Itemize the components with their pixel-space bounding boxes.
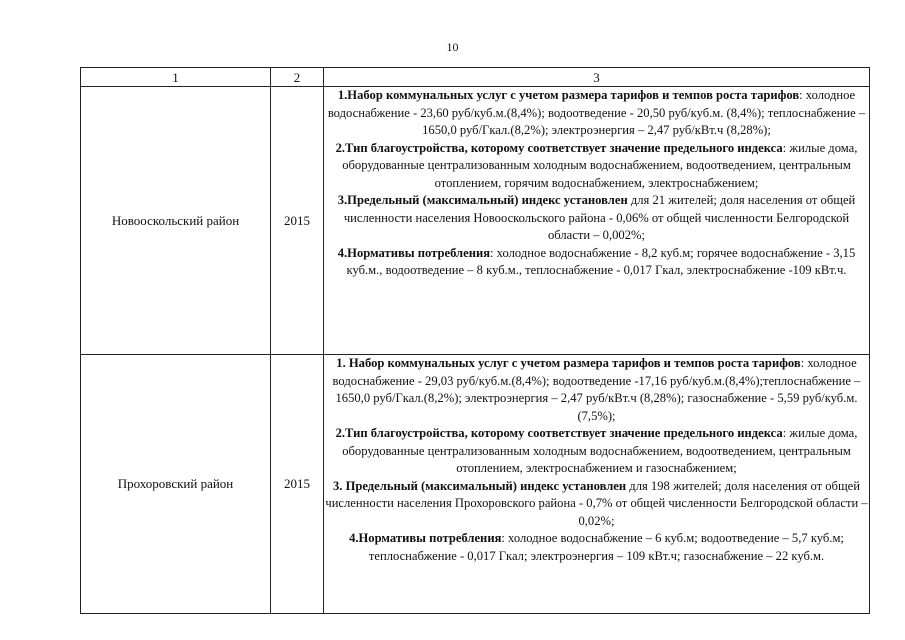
detail-text: для 198 жителей; доля населения от общей численности населения Прохоровского района - 0,7% от общей численности Белгородской области – 0,02%; (325, 478, 868, 528)
detail-paragraph (324, 530, 869, 565)
detail-paragraph (324, 192, 869, 245)
detail-text: : жилые дома, оборудованные централизованным холодным водоснабжением, водоотведением, центральным отоплением, электроснабжением и газоснабжением; (342, 426, 858, 475)
details-cell (324, 87, 870, 355)
detail-paragraph (324, 355, 869, 425)
district-name: Прохоровский район (81, 355, 271, 614)
detail-heading: 1. Набор коммунальных услуг с учетом размера тарифов и темпов роста тарифов (336, 356, 801, 370)
detail-paragraph (324, 87, 869, 140)
detail-heading: 4.Нормативы потребления (349, 531, 502, 545)
detail-heading: 2.Тип благоустройства, которому соответствует значение предельного индекса (335, 140, 783, 155)
detail-text: : холодное водоснабжение - 23,60 руб/куб.м.(8,4%); водоотведение - 20,50 руб/куб.м. (8,4%); теплоснабжение – 1650,0 руб/Гкал.(8,2%); электроэнергия – 2,47 руб/кВт.ч (8,28%); (327, 88, 866, 137)
header-col-2: 2 (271, 68, 324, 87)
table-row (81, 355, 870, 614)
detail-heading: 3. Предельный (максимальный) индекс установлен (332, 478, 627, 493)
detail-text: : холодное водоснабжение – 6 куб.м; водоотведение – 5,7 куб.м; теплоснабжение - 0,017 Гкал; электроэнергия – 109 кВт.ч; газоснабжение – 22 куб.м. (368, 531, 844, 563)
detail-text: для 21 жителей; доля населения от общей численности населения Новооскольского района - 0,06% от общей численности Белгородской области – 0,002%; (343, 193, 856, 242)
page-number: 10 (446, 40, 459, 54)
detail-paragraph (324, 425, 869, 478)
detail-paragraph (324, 245, 869, 280)
district-name: Новооскольский район (81, 87, 271, 355)
detail-heading: 4.Нормативы потребления (337, 245, 491, 260)
details-cell (324, 355, 870, 614)
detail-paragraph (324, 478, 869, 531)
detail-text: : холодное водоснабжение - 29,03 руб/куб.м.(8,4%); водоотведение -17,16 руб/куб.м.(8,4%);теплоснабжение – 1650,0 руб/Гкал.(8,2%); электроэнергия – 2,47 руб/кВт.ч (8,28%); газоснабжение - 5,59 руб/куб.м. (7,5%); (332, 356, 861, 423)
tariff-table (80, 67, 870, 614)
table-row (81, 87, 870, 355)
detail-text: : холодное водоснабжение - 8,2 куб.м; горячее водоснабжение - 3,15 куб.м., водоотведение – 8 куб.м., теплоснабжение - 0,017 Гкал, электроснабжение -109 кВт.ч. (346, 245, 856, 277)
header-col-1: 1 (81, 68, 271, 87)
detail-heading: 2.Тип благоустройства, которому соответствует значение предельного индекса (335, 426, 783, 440)
detail-heading: 3.Предельный (максимальный) индекс установлен (337, 193, 628, 207)
header-col-3: 3 (324, 68, 870, 87)
year-cell: 2015 (271, 355, 324, 614)
year-cell: 2015 (271, 87, 324, 355)
detail-paragraph (324, 140, 869, 193)
table-header-row (81, 68, 870, 87)
detail-text: : жилые дома, оборудованные централизованным холодным водоснабжением, водоотведением, центральным отоплением, горячим водоснабжением, электроснабжением; (342, 140, 858, 190)
detail-heading: 1.Набор коммунальных услуг с учетом размера тарифов и темпов роста тарифов (337, 88, 800, 102)
